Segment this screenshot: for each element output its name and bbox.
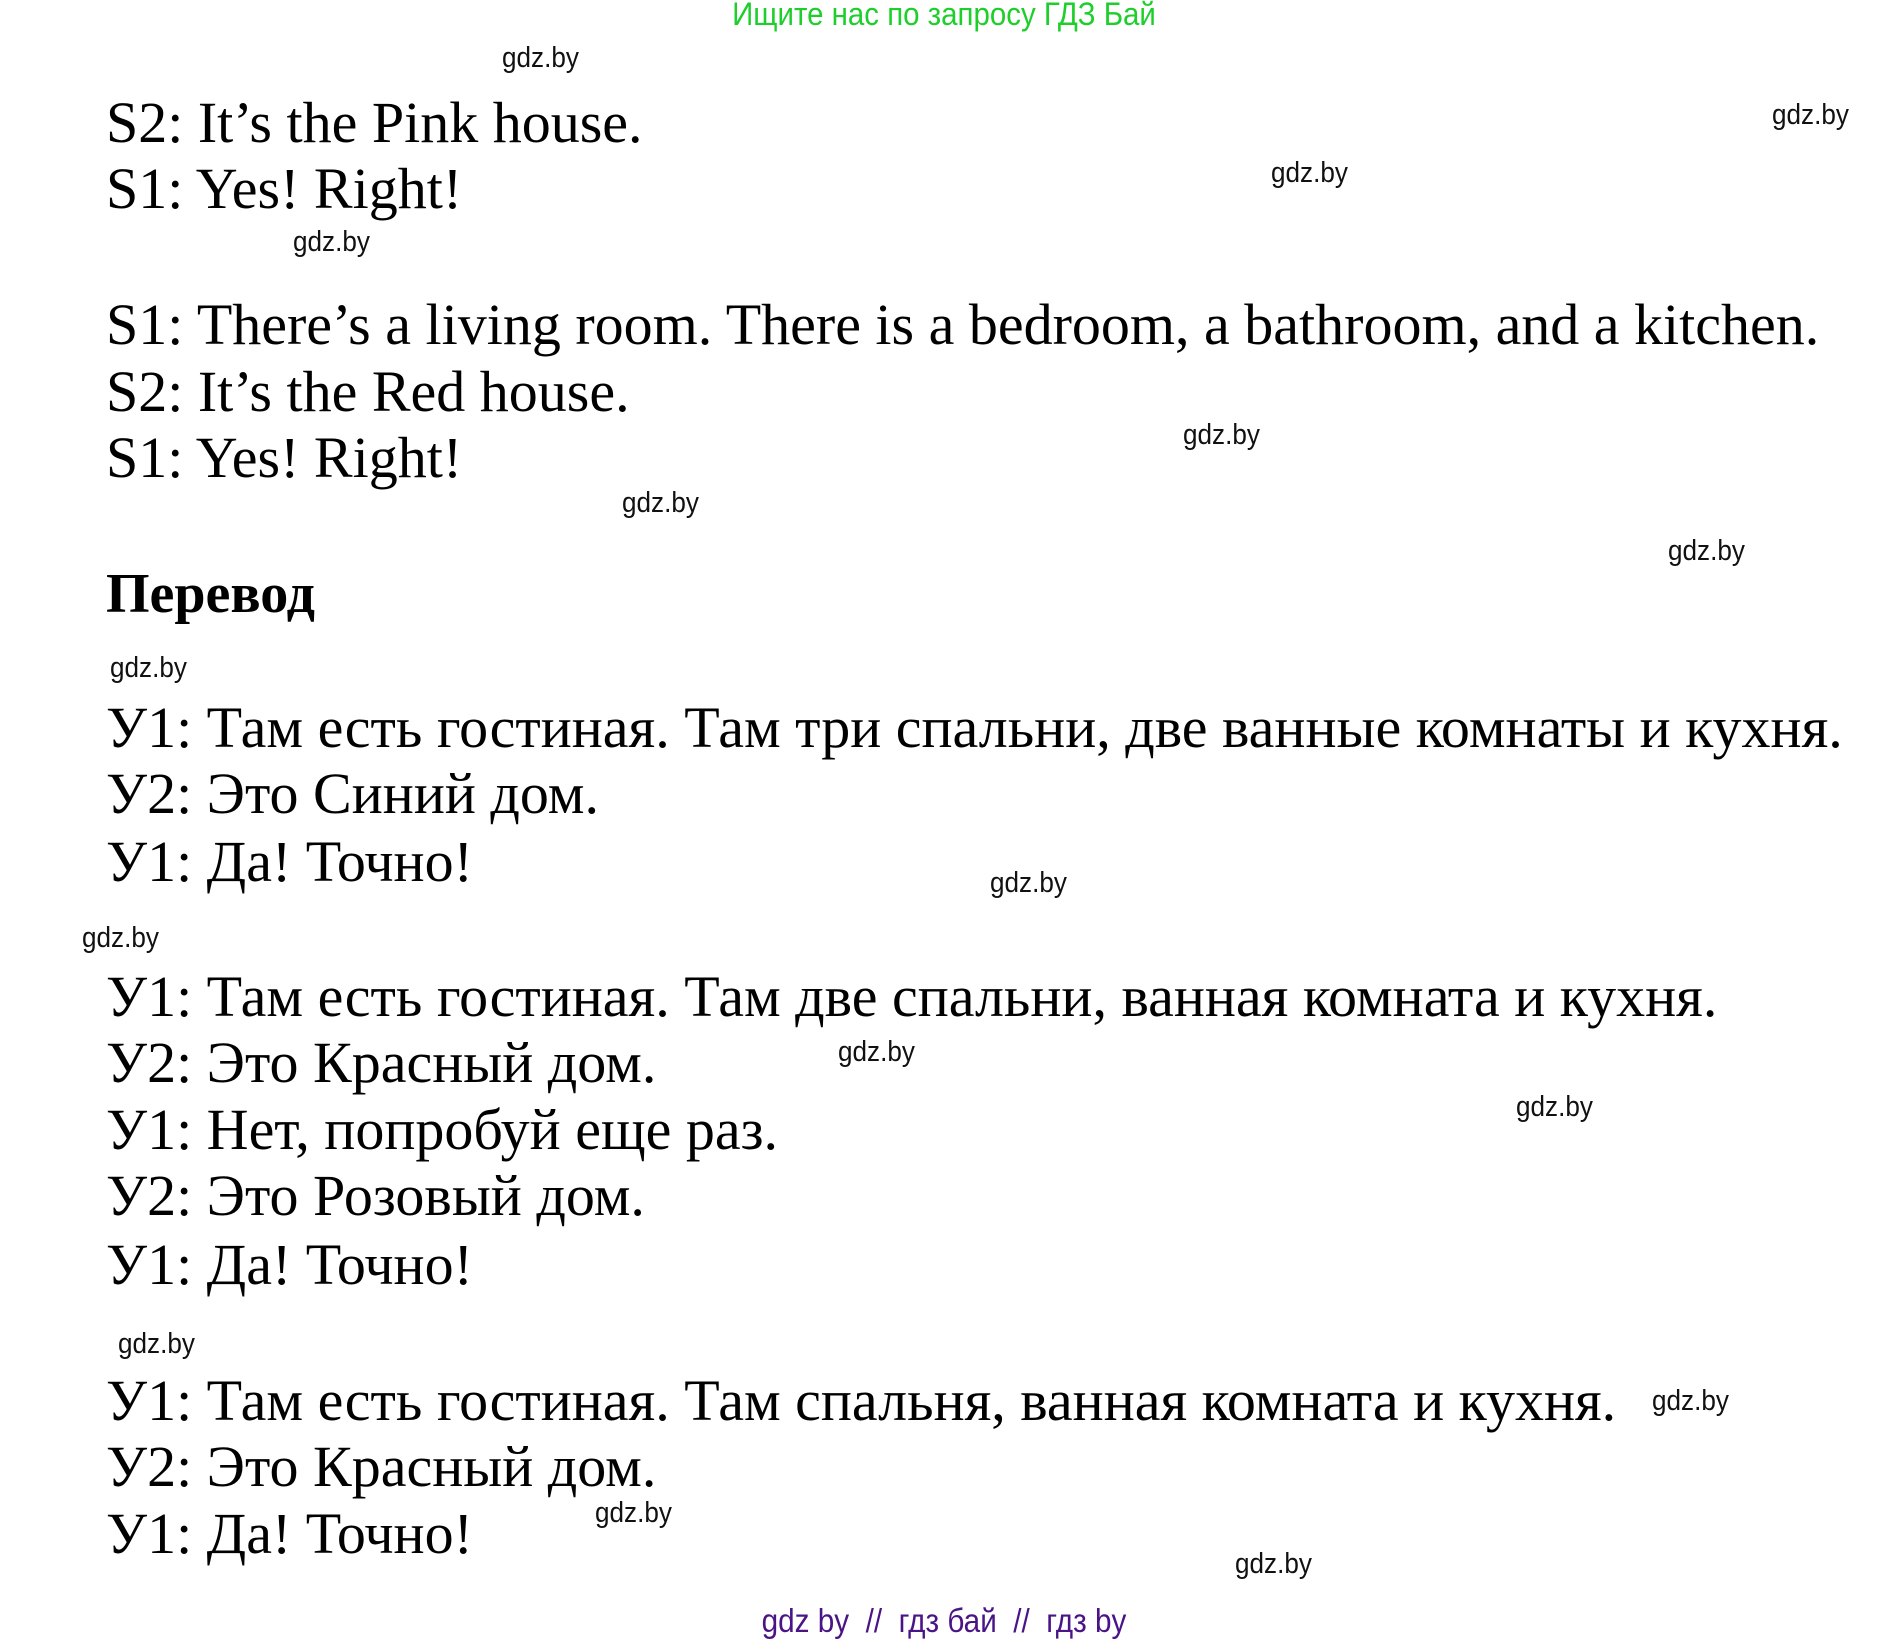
watermark: gdz.by	[1772, 99, 1849, 131]
dialogue-line: У2: Это Синий дом.	[106, 761, 599, 826]
footer-link[interactable]: gdz by // гдз бай // гдз by	[761, 1602, 1127, 1639]
dialogue-line: У1: Там есть гостиная. Там спальня, ванная комната и кухня.	[106, 1368, 1617, 1433]
dialogue-line: S2: It’s the Red house.	[106, 359, 630, 424]
translation-heading: Перевод	[106, 563, 315, 625]
watermark: gdz.by	[990, 867, 1067, 899]
watermark: gdz.by	[502, 42, 579, 74]
watermark: gdz.by	[595, 1497, 672, 1529]
dialogue-line: У1: Там есть гостиная. Там две спальни, ванная комната и кухня.	[106, 964, 1718, 1029]
dialogue-line: У1: Да! Точно!	[106, 1232, 473, 1297]
watermark: gdz.by	[82, 922, 159, 954]
dialogue-line: S1: Yes! Right!	[106, 156, 463, 221]
dialogue-line: У1: Там есть гостиная. Там три спальни, две ванные комнаты и кухня.	[106, 695, 1843, 760]
dialogue-line: У2: Это Розовый дом.	[106, 1163, 645, 1228]
watermark: gdz.by	[1516, 1091, 1593, 1123]
watermark: gdz.by	[622, 487, 699, 519]
dialogue-line: У2: Это Красный дом.	[106, 1030, 657, 1095]
watermark: gdz.by	[1235, 1548, 1312, 1580]
watermark: gdz.by	[838, 1036, 915, 1068]
watermark: gdz.by	[1183, 419, 1260, 451]
dialogue-line: У1: Да! Точно!	[106, 1501, 473, 1566]
dialogue-line: У2: Это Красный дом.	[106, 1434, 657, 1499]
dialogue-line: S2: It’s the Pink house.	[106, 90, 643, 155]
watermark: gdz.by	[1271, 157, 1348, 189]
dialogue-line: У1: Да! Точно!	[106, 829, 473, 894]
dialogue-line: У1: Нет, попробуй еще раз.	[106, 1097, 779, 1162]
watermark: gdz.by	[110, 652, 187, 684]
search-banner: Ищите нас по запросу ГДЗ Бай	[732, 0, 1156, 32]
dialogue-line: S1: There’s a living room. There is a bedroom, a bathroom, and a kitchen.	[106, 292, 1820, 357]
watermark: gdz.by	[118, 1328, 195, 1360]
watermark: gdz.by	[1668, 535, 1745, 567]
watermark: gdz.by	[293, 226, 370, 258]
dialogue-line: S1: Yes! Right!	[106, 425, 463, 490]
watermark: gdz.by	[1652, 1385, 1729, 1417]
